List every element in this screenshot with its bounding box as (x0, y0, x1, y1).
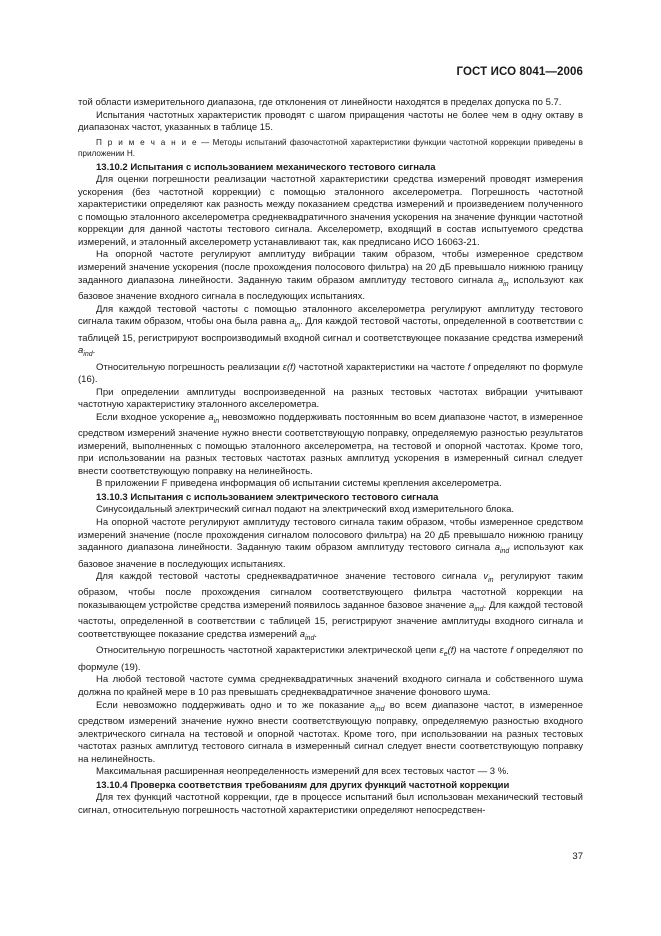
note-text: — Методы испытаний фазочастотной характеристики функции частотной коррекции приведены в приложении Н. (78, 137, 583, 158)
page-number: 37 (572, 851, 583, 862)
paragraph (78, 700, 583, 767)
paragraph (78, 362, 583, 387)
text-run: . (92, 345, 96, 357)
symbol-a-ind: $a_{ind}$ (78, 345, 93, 358)
text-run: Если входное ускорение (96, 411, 209, 423)
paragraph: Максимальная расширенная неопределенность измерений для всех тестовых частот — 3 %. (96, 766, 509, 778)
paragraph: Для тех функций частотной коррекции, где в процессе испытаний был использован механический тестовый сигнал, относительную погрешность частотной характеристики определяют непосредствен- (78, 792, 583, 816)
text-run: На опорной частоте регулируют амплитуду вибрации таким образом, чтобы измеренное средством измерений значение ускорения (после прохождения полосового фильтра) на 20 дБ превышало нижнюю границу заданного диапазона линейности. Заданную таким образом амплитуду тестового сигнала (78, 249, 583, 286)
paragraph: При определении амплитуды воспроизведенной на разных тестовых частотах вибрации учитывают частотную характеристику эталонного акселерометра. (78, 386, 583, 411)
text-run: Для каждой тестовой частоты среднеквадратичное значение тестового сигнала (96, 571, 484, 583)
symbol-eps-f: ε(f) (282, 361, 296, 373)
symbol-a-in: $a_{in}$ (208, 411, 220, 425)
symbol-a-in: $a_{in}$ (497, 274, 509, 288)
paragraph: Синусоидальный электрический сигнал подают на электрический вход измерительного блока. (96, 504, 514, 516)
text-run: . Для каждой тестовой частоты, определенной в соответствии с таблицей 15, регистрируют значение амплитуды входного сигнала и соответствующее показание средства измерений (78, 600, 583, 641)
section-heading-13-10-4: 13.10.4 Проверка соответствия требованиям для других функций частотной коррекции (96, 779, 510, 791)
text-run: невозможно поддерживать постоянным во всем диапазоне частот, в измеренное средством измерений значение нужно внести соответствующую поправку, определяемую разностью результатов измерений, выполненных с помощью эталонного акселерометра, на тестовой и опорной частотах. Кроме того, при использовании на разных тестовых частотах разных амплитуд ускорения в измеренный сигнал следует внести соответствующую поправку на нелинейность. (78, 411, 583, 477)
document-code-header: ГОСТ ИСО 8041—2006 (456, 66, 583, 78)
symbol-f: f (467, 361, 471, 373)
symbol-a-ind: $a_{ind}$ (369, 699, 385, 713)
paragraph: той области измерительного диапазона, где отклонения от линейности находятся в пределах допуска по 5.7. (78, 97, 562, 108)
symbol-eps-e-f: $\varepsilon_e(f)$ (439, 645, 457, 659)
paragraph (78, 304, 583, 362)
text-run: используют как базовое значение входного сигнала в последующих испытаниях. (78, 274, 583, 302)
text-run: на частоте (456, 645, 511, 657)
symbol-f: f (510, 645, 514, 657)
paragraph (78, 517, 583, 571)
paragraph (78, 249, 583, 303)
section-heading-13-10-2: 13.10.2 Испытания с использованием механического тестового сигнала (96, 161, 436, 173)
text-run: частотной характеристики на частоте (295, 361, 468, 373)
paragraph (78, 645, 583, 674)
paragraph (78, 571, 583, 645)
section-heading-13-10-3: 13.10.3 Испытания с использованием электрического тестового сигнала (96, 491, 439, 503)
symbol-v-in: $v_{in}$ (483, 571, 494, 584)
paragraph: На любой тестовой частоте сумма среднеквадратичных значений входного сигнала и собственного шума должна по крайней мере в 10 раз превышать среднеквадратичное значение фонового шума. (78, 674, 583, 698)
paragraph: Испытания частотных характеристик проводят с шагом приращения частоты не более чем в одну октаву в диапазонах частот, указанных в таблице 15. (78, 109, 583, 134)
text-run: используют как базовое значение в последующих испытаниях. (78, 542, 583, 570)
symbol-a-in: $a_{in}$ (289, 316, 301, 329)
text-run: Относительную погрешность частотной характеристики электрической цепи (96, 645, 440, 657)
symbol-a-ind: $a_{ind}$ (494, 542, 510, 555)
note (78, 137, 583, 159)
text-run: определяют по формуле (19). (78, 645, 584, 673)
text-run: Относительную погрешность реализации (96, 361, 283, 373)
text-run: Если невозможно поддерживать одно и то же показание (96, 699, 370, 711)
paragraph: В приложении F приведена информация об испытании системы крепления акселерометра. (96, 478, 502, 490)
paragraph (78, 412, 583, 479)
symbol-a-ind: $a_{ind}$ (468, 600, 484, 613)
document-body (78, 97, 583, 817)
text-run: определяют по формуле (16). (78, 361, 583, 386)
symbol-a-ind: $a_{ind}$ (299, 629, 315, 642)
text-run: . (314, 629, 317, 641)
text-run: регулируют таким образом, чтобы после прохождения сигналом соответствующего фильтра частотной коррекции на показывающем устройстве средства измерений появилось заданное базовое значение (78, 571, 583, 612)
paragraph: Для оценки погрешности реализации частотной характеристики средства измерений проводят измерения ускорения (без частотной коррекции) с помощью эталонного акселерометра. Погрешность частотной характеристики определяют как разность между показанием средства измерений и произведением полученного с помощью эталонного акселерометра среднеквадратичного значения ускорения на значение функции частотной коррекции для данной частоты тестового сигнала. Акселерометр, входящий в состав испытуемого средства измерений, и эталонный акселерометр устанавливают так, как предписано ИСО 16063-21. (78, 174, 583, 248)
text-run: во всем диапазоне частот, в измеренное средством измерений значение нужно внести соответствующую поправку, определяемую разностью входного электрического сигнала на тестовой и опорной частотах. Кроме того, при использовании на разных тестовых частотах разных амплитуд тестового сигнала в измеренный сигнал следует внести соответствующую поправку на нелинейность. (78, 699, 583, 765)
note-label: П р и м е ч а н и е (96, 137, 198, 147)
text-run: На опорной частоте регулируют амплитуду тестового сигнала таким образом, чтобы измеренное средством измерений значение (после прохождения сигналом полосового фильтра) на 20 дБ превышало нижнюю границу заданного диапазона линейности. Заданную таким образом амплитуду тестового сигнала (78, 516, 583, 554)
text-run: Для каждой тестовой частоты с помощью эталонного акселерометра регулируют амплитуду тестового сигнала таким образом, чтобы она была равна (78, 303, 583, 328)
text-run: . Для каждой тестовой частоты, определенной в соответствии с таблицей 15, регистрируют воспроизводимый входной сигнал и соответствующее показание средства измерений (78, 316, 583, 344)
